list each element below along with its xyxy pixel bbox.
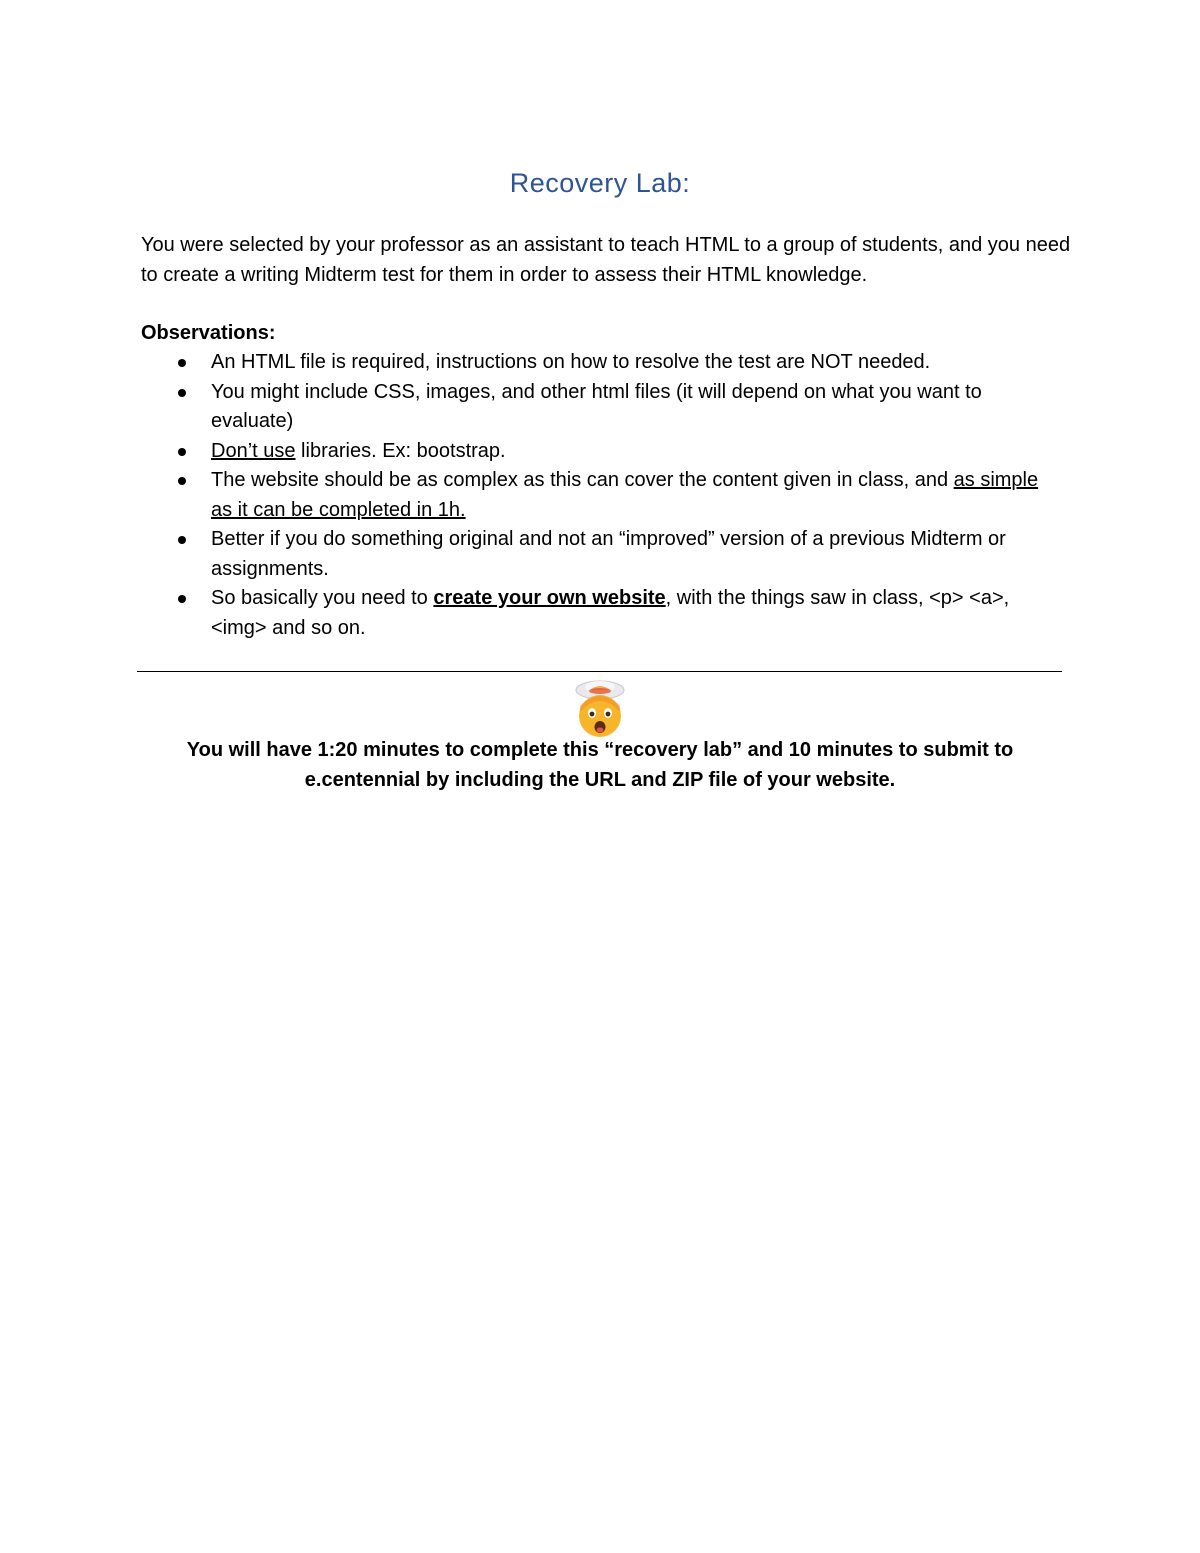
observation-text: You might include CSS, images, and other html files (it will depend on what you want to evaluate) [211, 380, 982, 432]
observation-text: Better if you do something original and not an “improved” version of a previous Midterm or assignments. [211, 528, 1006, 580]
list-item [141, 378, 1061, 437]
bullet-icon [178, 595, 186, 603]
page-title: Recovery Lab: [509, 168, 691, 198]
closing-paragraph: You will have 1:20 minutes to complete this “recovery lab” and 10 minutes to submit to e.centennial by including the URL and ZIP file of your website. [186, 739, 1014, 791]
observation-text: , with the things saw in class, <p> <a>, <img> and so on. [211, 587, 1010, 639]
observation-text: An HTML file is required, instructions on how to resolve the test are NOT needed. [211, 351, 931, 373]
intro-paragraph: You were selected by your professor as an assistant to teach HTML to a group of students, and you need to create a writing Midterm test for them in order to assess their HTML knowledge. [141, 234, 1071, 286]
observation-emphasis-text: create your own website [433, 587, 666, 609]
list-item [141, 437, 1061, 467]
horizontal-divider [137, 671, 1062, 672]
observations-heading: Observations: [141, 322, 276, 344]
bullet-icon [178, 448, 186, 456]
list-item [141, 466, 1061, 525]
exploding-head-icon [568, 676, 632, 740]
observation-text: The website should be as complex as this can cover the content given in class, and [211, 469, 954, 491]
observation-underlined-text: as simple as it can be completed in 1h. [211, 469, 1039, 521]
list-item [141, 584, 1061, 643]
bullet-icon [178, 389, 186, 397]
observation-underlined-text: Don’t use [211, 439, 296, 462]
observation-text: So basically you need to [211, 587, 434, 609]
list-item [141, 348, 1061, 378]
list-item [141, 525, 1061, 584]
bullet-icon [178, 359, 186, 367]
observation-text: libraries. Ex: bootstrap. [295, 439, 506, 462]
bullet-icon [178, 477, 186, 485]
bullet-icon [178, 536, 186, 544]
observations-list [141, 348, 1061, 643]
